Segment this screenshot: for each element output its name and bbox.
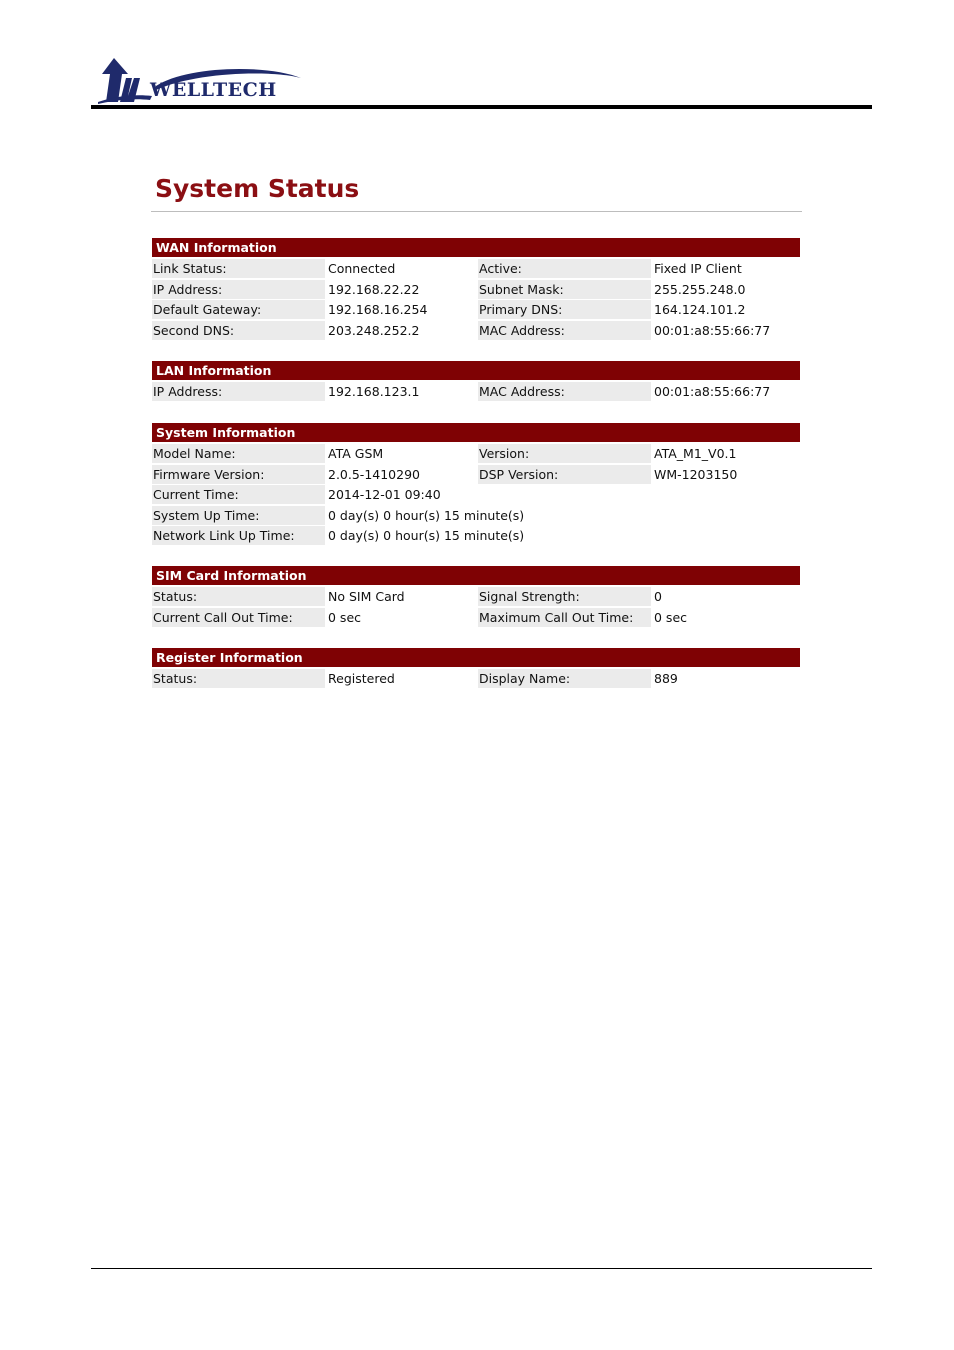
field-value: Registered bbox=[328, 671, 395, 686]
field-value: Connected bbox=[328, 261, 396, 276]
field-value: 203.248.252.2 bbox=[328, 322, 420, 338]
field-label: Link Status: bbox=[152, 259, 325, 278]
field-value: 192.168.16.254 bbox=[328, 302, 428, 317]
field-value: ATA GSM bbox=[328, 446, 384, 461]
field-value: 0 day(s) 0 hour(s) 15 minute(s) bbox=[328, 507, 525, 523]
field-label: Primary DNS: bbox=[478, 300, 651, 319]
header-rule bbox=[91, 105, 872, 109]
wan-information-section bbox=[152, 238, 800, 341]
table-row bbox=[152, 321, 800, 342]
table-row bbox=[152, 300, 800, 321]
sim-card-information-section bbox=[152, 566, 800, 628]
section-header: System Information bbox=[152, 423, 800, 442]
logo-wordmark: WELLTECH bbox=[150, 79, 277, 101]
field-label: MAC Address: bbox=[478, 321, 651, 340]
section-header: LAN Information bbox=[152, 361, 800, 380]
field-label: System Up Time: bbox=[152, 506, 325, 525]
field-value: 0 sec bbox=[328, 609, 362, 625]
page-title: System Status bbox=[155, 174, 360, 203]
register-information-section bbox=[152, 648, 800, 690]
table-row bbox=[152, 506, 800, 527]
table-row bbox=[152, 526, 800, 547]
table-row bbox=[152, 608, 800, 629]
field-value: WM-1203150 bbox=[653, 465, 800, 484]
field-label: IP Address: bbox=[152, 280, 325, 299]
field-label: Display Name: bbox=[478, 669, 651, 688]
field-label: DSP Version: bbox=[478, 465, 651, 484]
field-value: 00:01:a8:55:66:77 bbox=[653, 382, 800, 401]
table-row bbox=[152, 382, 800, 403]
footer-rule bbox=[91, 1268, 872, 1269]
field-label: Version: bbox=[478, 444, 651, 463]
field-label: Active: bbox=[478, 259, 651, 278]
field-value: ATA_M1_V0.1 bbox=[653, 444, 800, 463]
field-label: MAC Address: bbox=[478, 382, 651, 401]
field-label: Maximum Call Out Time: bbox=[478, 608, 651, 627]
section-header: SIM Card Information bbox=[152, 566, 800, 585]
field-label: Current Time: bbox=[152, 485, 325, 504]
field-label: Network Link Up Time: bbox=[152, 526, 325, 545]
table-row bbox=[152, 444, 800, 465]
field-label: IP Address: bbox=[152, 382, 325, 401]
field-value: 192.168.22.22 bbox=[328, 281, 420, 297]
system-information-section bbox=[152, 423, 800, 547]
lan-information-section bbox=[152, 361, 800, 403]
field-label: Subnet Mask: bbox=[478, 280, 651, 299]
table-row bbox=[152, 280, 800, 301]
field-label: Second DNS: bbox=[152, 321, 325, 340]
field-label: Default Gateway: bbox=[152, 300, 325, 319]
table-row bbox=[152, 485, 800, 506]
table-row bbox=[152, 465, 800, 486]
field-label: Firmware Version: bbox=[152, 465, 325, 484]
field-value: 0 bbox=[653, 587, 800, 606]
title-divider bbox=[151, 211, 802, 212]
field-value: 0 sec bbox=[653, 608, 800, 627]
field-value: 0 day(s) 0 hour(s) 15 minute(s) bbox=[328, 528, 525, 543]
field-value: 00:01:a8:55:66:77 bbox=[653, 321, 800, 340]
field-value: 889 bbox=[653, 669, 800, 688]
section-header: WAN Information bbox=[152, 238, 800, 257]
field-label: Current Call Out Time: bbox=[152, 608, 325, 627]
table-row bbox=[152, 669, 800, 690]
table-row bbox=[152, 587, 800, 608]
section-header: Register Information bbox=[152, 648, 800, 667]
field-value: Fixed IP Client bbox=[653, 259, 800, 278]
field-label: Status: bbox=[152, 587, 325, 606]
field-value: 2014-12-01 09:40 bbox=[328, 487, 441, 502]
field-value: 192.168.123.1 bbox=[328, 384, 420, 399]
field-value: No SIM Card bbox=[328, 589, 405, 604]
field-label: Model Name: bbox=[152, 444, 325, 463]
field-value: 2.0.5-1410290 bbox=[328, 466, 420, 482]
field-label: Status: bbox=[152, 669, 325, 688]
field-value: 255.255.248.0 bbox=[653, 280, 800, 299]
field-value: 164.124.101.2 bbox=[653, 300, 800, 319]
table-row bbox=[152, 259, 800, 280]
field-label: Signal Strength: bbox=[478, 587, 651, 606]
